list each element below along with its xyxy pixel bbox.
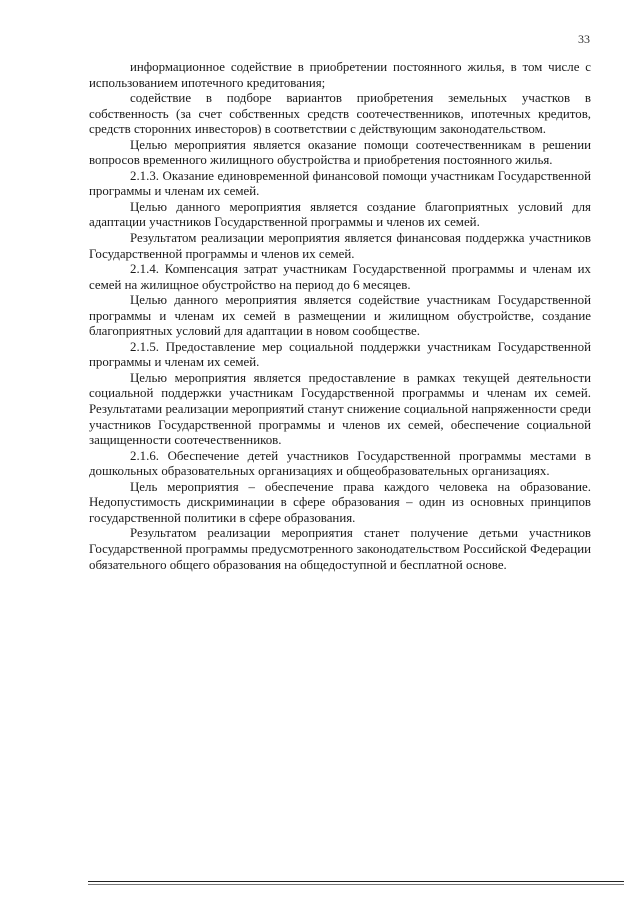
paragraph: Результатом реализации мероприятия является финансовая поддержка участников Государственной программы и членов их семей. [89,231,591,261]
section-heading-2-1-3: 2.1.3. Оказание единовременной финансовой помощи участникам Государственной программы и членам их семей. [89,168,591,199]
paragraph: Целью мероприятия является оказание помощи соотечественникам в решении вопросов временного жилищного обустройства и приобретения постоянного жилья. [89,137,591,168]
section-heading-2-1-5: 2.1.5. Предоставление мер социальной поддержки участникам Государственной программы и членам их семей. [89,339,591,370]
paragraph: Целью данного мероприятия является содействие участникам Государственной программы и членам их семей в размещении и жилищном обустройстве, создание благоприятных условий для адаптации в новом сообществе. [89,293,591,339]
paragraph: Цель мероприятия – обеспечение права каждого человека на образование. Недопустимость дискриминации в сфере образования – один из основных принципов государственной политики в сфере образования. [89,479,591,525]
footer-rule-thin [88,884,624,885]
section-heading-2-1-6: 2.1.6. Обеспечение детей участников Государственной программы местами в дошкольных образовательных организациях и общеобразовательных организациях. [89,448,591,479]
section-heading-2-1-4: 2.1.4. Компенсация затрат участникам Государственной программы и членам их семей на жилищное обустройство на период до 6 месяцев. [89,262,591,292]
footer-rule [88,881,624,882]
paragraph: Целью мероприятия является предоставление в рамках текущей деятельности социальной поддержки участникам Государственной программы и членам их семей. Результатами реализации мероприятий станут снижение социальной напряженности среди участников Государственной программы и членов их семей, обеспечение социальной защищенности соотечественников. [89,370,591,448]
paragraph: информационное содействие в приобретении постоянного жилья, в том числе с использованием ипотечного кредитования; [89,60,591,90]
paragraph: Результатом реализации мероприятия станет получение детьми участников Государственной программы предусмотренного законодательством Российской Федерации обязательного общего образования на общедоступной и бесплатной основе. [89,526,591,572]
document-body [89,60,591,573]
paragraph: содействие в подборе вариантов приобретения земельных участков в собственность (за счет собственных средств соотечественников, ипотечных кредитов, средств сторонних инвесторов) в соответствии с действующим законодательством. [89,91,591,137]
paragraph: Целью данного мероприятия является создание благоприятных условий для адаптации участников Государственной программы и членов их семей. [89,199,591,230]
page-number: 33 [578,32,590,46]
